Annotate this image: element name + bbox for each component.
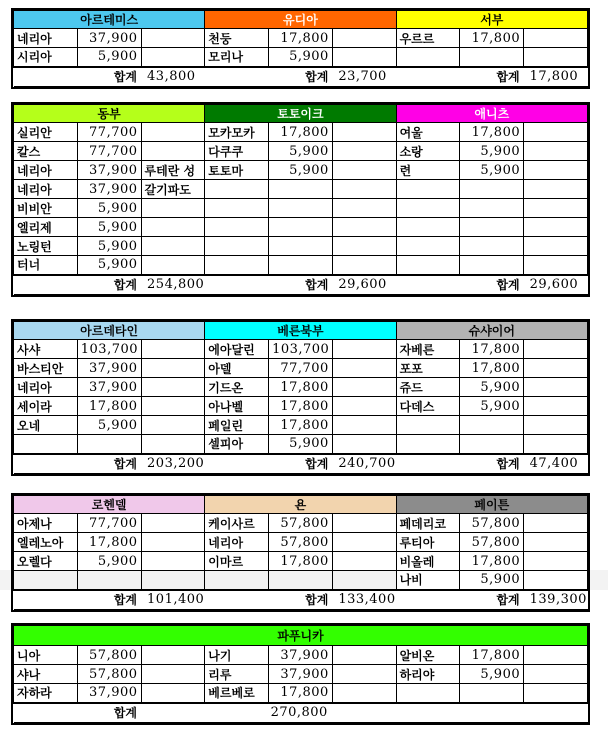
- cell-name[interactable]: [14, 571, 78, 590]
- cell-name[interactable]: 사샤: [14, 340, 78, 359]
- cell-amount[interactable]: 17,800: [460, 359, 524, 378]
- total-value[interactable]: 29,600: [332, 275, 396, 295]
- cell-note[interactable]: [524, 161, 588, 180]
- cell-note[interactable]: [332, 29, 396, 48]
- cell-name[interactable]: [396, 180, 460, 199]
- cell-amount[interactable]: 5,900: [460, 397, 524, 416]
- cell-amount[interactable]: 37,900: [77, 359, 141, 378]
- cell-amount[interactable]: [460, 237, 524, 256]
- cell-name[interactable]: 아나벨: [205, 397, 269, 416]
- cell-note[interactable]: [524, 218, 588, 237]
- cell-note[interactable]: [141, 123, 205, 142]
- cell-name[interactable]: 토토마: [205, 161, 269, 180]
- cell-name[interactable]: 셀피아: [205, 435, 269, 454]
- cell-name[interactable]: 니아: [14, 646, 78, 665]
- table-row: [14, 646, 588, 665]
- table-row: [14, 378, 588, 397]
- cell-amount[interactable]: 17,800: [269, 397, 333, 416]
- cell-name[interactable]: 련: [396, 161, 460, 180]
- table-row: [14, 571, 588, 590]
- table-row: [14, 142, 588, 161]
- cell-note[interactable]: [332, 646, 396, 665]
- cell-note[interactable]: [332, 684, 396, 703]
- cell-amount[interactable]: 37,900: [269, 665, 333, 684]
- cell-amount[interactable]: 17,800: [77, 533, 141, 552]
- cell-amount[interactable]: [269, 256, 333, 275]
- group-header-shushire[interactable]: 슈샤이어: [396, 322, 587, 340]
- cell-note[interactable]: [332, 199, 396, 218]
- cell-note[interactable]: [332, 514, 396, 533]
- cell-name[interactable]: 쥬드: [396, 378, 460, 397]
- total-value[interactable]: 270,800: [269, 703, 588, 723]
- cell-name[interactable]: 칼스: [14, 142, 78, 161]
- group-header-west[interactable]: 서부: [396, 11, 587, 29]
- total-label: 합계: [269, 454, 333, 474]
- total-value[interactable]: 240,700: [332, 454, 396, 474]
- cell-amount[interactable]: 5,900: [269, 435, 333, 454]
- cell-amount[interactable]: 5,900: [460, 142, 524, 161]
- cell-note[interactable]: [524, 378, 588, 397]
- cell-note[interactable]: [141, 142, 205, 161]
- table-row: [14, 29, 588, 48]
- cell-note[interactable]: [524, 256, 588, 275]
- cell-amount[interactable]: [269, 218, 333, 237]
- cell-note[interactable]: [332, 237, 396, 256]
- cell-note[interactable]: [524, 237, 588, 256]
- cell-note[interactable]: 갈기파도: [141, 180, 205, 199]
- cell-amount[interactable]: 5,900: [77, 199, 141, 218]
- cell-name[interactable]: [396, 237, 460, 256]
- cell-amount[interactable]: 5,900: [460, 161, 524, 180]
- cell-name[interactable]: 알비온: [396, 646, 460, 665]
- cell-amount[interactable]: [460, 180, 524, 199]
- total-row: [14, 67, 588, 87]
- cell-amount[interactable]: 5,900: [77, 416, 141, 435]
- cell-name[interactable]: 네리아: [14, 29, 78, 48]
- total-value[interactable]: 43,800: [141, 67, 205, 87]
- group-header-yorn[interactable]: 욘: [205, 496, 396, 514]
- cell-note[interactable]: [141, 665, 205, 684]
- cell-amount[interactable]: [269, 571, 333, 590]
- total-row: [14, 275, 588, 295]
- cell-amount[interactable]: 5,900: [77, 237, 141, 256]
- cell-name[interactable]: [205, 180, 269, 199]
- cell-amount[interactable]: 17,800: [269, 123, 333, 142]
- cell-note[interactable]: [524, 359, 588, 378]
- cell-note[interactable]: [332, 340, 396, 359]
- cell-amount[interactable]: 5,900: [77, 48, 141, 67]
- table-row: [14, 416, 588, 435]
- cell-name[interactable]: 비올레: [396, 552, 460, 571]
- cell-note[interactable]: [332, 397, 396, 416]
- cell-note[interactable]: [141, 435, 205, 454]
- cell-amount[interactable]: 5,900: [460, 571, 524, 590]
- table-row: [14, 435, 588, 454]
- cell-name[interactable]: [205, 218, 269, 237]
- total-row: [14, 590, 588, 610]
- total-value[interactable]: 254,800: [141, 275, 205, 295]
- table-row: [14, 665, 588, 684]
- table-row: [14, 552, 588, 571]
- cell-note[interactable]: [524, 180, 588, 199]
- cell-name[interactable]: 자하라: [14, 684, 78, 703]
- cell-name[interactable]: 실리안: [14, 123, 78, 142]
- cell-note[interactable]: [141, 533, 205, 552]
- cell-name[interactable]: 베르베로: [205, 684, 269, 703]
- cell-amount[interactable]: [460, 435, 524, 454]
- total-label: 합계: [77, 275, 141, 295]
- cell-amount[interactable]: [460, 416, 524, 435]
- cell-amount[interactable]: 17,800: [460, 340, 524, 359]
- cell-name[interactable]: 모카모카: [205, 123, 269, 142]
- cell-amount[interactable]: 17,800: [77, 397, 141, 416]
- cell-amount[interactable]: 57,800: [269, 533, 333, 552]
- table-row: [14, 340, 588, 359]
- cell-name[interactable]: 페일린: [205, 416, 269, 435]
- cell-amount[interactable]: 37,900: [77, 161, 141, 180]
- cell-note[interactable]: [332, 571, 396, 590]
- table-row: [14, 397, 588, 416]
- cell-amount[interactable]: 17,800: [269, 378, 333, 397]
- total-row: [14, 703, 588, 723]
- total-label: 합계: [269, 590, 333, 610]
- total-label: 합계: [77, 454, 141, 474]
- cell-name[interactable]: 루티아: [396, 533, 460, 552]
- group-header-north-vern[interactable]: 베른북부: [205, 322, 396, 340]
- cell-name[interactable]: 나기: [205, 646, 269, 665]
- cell-amount[interactable]: 5,900: [269, 161, 333, 180]
- table-row: [14, 218, 588, 237]
- total-label: 합계: [77, 67, 141, 87]
- cell-note[interactable]: [141, 378, 205, 397]
- cell-name[interactable]: 다쿠쿠: [205, 142, 269, 161]
- section-1-table: [11, 8, 590, 89]
- cell-amount[interactable]: 57,800: [77, 646, 141, 665]
- cell-amount[interactable]: 57,800: [460, 514, 524, 533]
- table-row: [14, 123, 588, 142]
- total-label: 합계: [77, 703, 141, 723]
- cell-name[interactable]: [396, 416, 460, 435]
- cell-note[interactable]: [332, 142, 396, 161]
- cell-note[interactable]: [332, 256, 396, 275]
- section-2-table: [11, 102, 590, 297]
- cell-name[interactable]: [205, 256, 269, 275]
- cell-amount[interactable]: 5,900: [77, 552, 141, 571]
- cell-note[interactable]: [141, 514, 205, 533]
- cell-name[interactable]: 기드온: [205, 378, 269, 397]
- cell-name[interactable]: 모리나: [205, 48, 269, 67]
- cell-note[interactable]: [332, 218, 396, 237]
- group-header-ardetain[interactable]: 아르데타인: [14, 322, 205, 340]
- cell-note[interactable]: [332, 665, 396, 684]
- cell-amount[interactable]: 103,700: [77, 340, 141, 359]
- cell-note[interactable]: [524, 665, 588, 684]
- cell-note[interactable]: [524, 533, 588, 552]
- cell-name[interactable]: 샤나: [14, 665, 78, 684]
- cell-note[interactable]: [524, 684, 588, 703]
- cell-note[interactable]: [332, 48, 396, 67]
- cell-amount[interactable]: 5,900: [77, 256, 141, 275]
- table-row: [14, 256, 588, 275]
- cell-amount[interactable]: 5,900: [460, 665, 524, 684]
- table-row: [14, 48, 588, 67]
- cell-name[interactable]: 네리아: [14, 161, 78, 180]
- total-label: 합계: [269, 275, 333, 295]
- cell-name[interactable]: [396, 435, 460, 454]
- cell-amount[interactable]: 37,900: [77, 29, 141, 48]
- section-3-table: [11, 319, 590, 476]
- cell-amount[interactable]: 57,800: [77, 665, 141, 684]
- cell-note[interactable]: [332, 180, 396, 199]
- cell-amount[interactable]: 17,800: [269, 552, 333, 571]
- cell-name[interactable]: 천둥: [205, 29, 269, 48]
- group-header-anikka[interactable]: 애니츠: [396, 105, 587, 123]
- group-header-rohendel[interactable]: 로헨델: [14, 496, 205, 514]
- cell-note[interactable]: [332, 123, 396, 142]
- total-value[interactable]: 139,300: [524, 590, 588, 610]
- cell-name[interactable]: 오네: [14, 416, 78, 435]
- cell-note[interactable]: [332, 161, 396, 180]
- cell-name[interactable]: 케이사르: [205, 514, 269, 533]
- cell-amount[interactable]: 5,900: [460, 378, 524, 397]
- cell-note[interactable]: [332, 416, 396, 435]
- table-row: [14, 237, 588, 256]
- cell-note[interactable]: [141, 256, 205, 275]
- table-row: [14, 533, 588, 552]
- cell-name[interactable]: 이마르: [205, 552, 269, 571]
- group-header-east[interactable]: 동부: [14, 105, 205, 123]
- cell-name[interactable]: [205, 199, 269, 218]
- section-4-table: [11, 493, 590, 612]
- cell-amount[interactable]: 77,700: [77, 514, 141, 533]
- cell-amount[interactable]: 17,800: [269, 416, 333, 435]
- table-row: [14, 684, 588, 703]
- cell-amount[interactable]: 17,800: [460, 29, 524, 48]
- group-header-artemis[interactable]: 아르테미스: [14, 11, 205, 29]
- cell-name[interactable]: [396, 684, 460, 703]
- cell-name[interactable]: 네리아: [14, 378, 78, 397]
- cell-amount[interactable]: 5,900: [269, 142, 333, 161]
- group-header-yudia[interactable]: 유디아: [205, 11, 396, 29]
- group-header-papunika[interactable]: 파푸니카: [14, 626, 588, 646]
- cell-note[interactable]: [524, 199, 588, 218]
- cell-name[interactable]: 오렐다: [14, 552, 78, 571]
- cell-note[interactable]: [141, 340, 205, 359]
- cell-name[interactable]: 아델: [205, 359, 269, 378]
- cell-note[interactable]: [524, 142, 588, 161]
- group-header-feiton[interactable]: 페이튼: [396, 496, 587, 514]
- cell-note[interactable]: [141, 29, 205, 48]
- cell-name[interactable]: 나비: [396, 571, 460, 590]
- cell-amount[interactable]: 17,800: [460, 552, 524, 571]
- cell-amount[interactable]: [460, 48, 524, 67]
- cell-amount[interactable]: [269, 199, 333, 218]
- cell-name[interactable]: 네리아: [14, 180, 78, 199]
- table-row: [14, 514, 588, 533]
- cell-note[interactable]: [332, 533, 396, 552]
- total-row: [14, 454, 588, 474]
- cell-amount[interactable]: 17,800: [460, 646, 524, 665]
- cell-note[interactable]: [141, 552, 205, 571]
- cell-amount[interactable]: [460, 256, 524, 275]
- cell-note[interactable]: [524, 48, 588, 67]
- cell-note[interactable]: [141, 571, 205, 590]
- cell-note[interactable]: [524, 397, 588, 416]
- cell-name[interactable]: 리루: [205, 665, 269, 684]
- cell-note[interactable]: [332, 378, 396, 397]
- total-label: 합계: [77, 590, 141, 610]
- cell-note[interactable]: [524, 340, 588, 359]
- cell-name[interactable]: [396, 256, 460, 275]
- cell-name[interactable]: 아제나: [14, 514, 78, 533]
- total-label: 합계: [460, 67, 524, 87]
- table-row: [14, 359, 588, 378]
- cell-note[interactable]: [332, 552, 396, 571]
- cell-amount[interactable]: [460, 199, 524, 218]
- cell-name[interactable]: 노링턴: [14, 237, 78, 256]
- cell-name[interactable]: 다데스: [396, 397, 460, 416]
- cell-amount[interactable]: 77,700: [269, 359, 333, 378]
- cell-note[interactable]: [141, 646, 205, 665]
- cell-amount[interactable]: [269, 237, 333, 256]
- cell-name[interactable]: 엘레노아: [14, 533, 78, 552]
- cell-amount[interactable]: [460, 218, 524, 237]
- section-5-table: [11, 623, 590, 725]
- cell-amount[interactable]: 37,900: [77, 378, 141, 397]
- cell-name[interactable]: 하리야: [396, 665, 460, 684]
- cell-note[interactable]: [524, 552, 588, 571]
- total-value[interactable]: 133,400: [332, 590, 396, 610]
- cell-amount[interactable]: 103,700: [269, 340, 333, 359]
- cell-note[interactable]: [141, 684, 205, 703]
- cell-amount[interactable]: 17,800: [460, 123, 524, 142]
- cell-name[interactable]: [205, 571, 269, 590]
- cell-name[interactable]: [396, 218, 460, 237]
- cell-note[interactable]: 루테란 성: [141, 161, 205, 180]
- cell-amount[interactable]: 17,800: [269, 29, 333, 48]
- cell-name[interactable]: 시리아: [14, 48, 78, 67]
- cell-note[interactable]: [332, 359, 396, 378]
- cell-name[interactable]: 우르르: [396, 29, 460, 48]
- cell-amount[interactable]: 37,900: [77, 684, 141, 703]
- cell-amount[interactable]: 5,900: [269, 48, 333, 67]
- cell-amount[interactable]: [460, 684, 524, 703]
- total-label: 합계: [460, 275, 524, 295]
- total-label: 합계: [460, 454, 524, 474]
- cell-amount[interactable]: 77,700: [77, 123, 141, 142]
- cell-amount[interactable]: [77, 435, 141, 454]
- group-header-tototaik[interactable]: 토토이크: [205, 105, 396, 123]
- cell-name[interactable]: 에아달린: [205, 340, 269, 359]
- cell-name[interactable]: 자베른: [396, 340, 460, 359]
- cell-note[interactable]: [141, 359, 205, 378]
- total-value[interactable]: 101,400: [141, 590, 205, 610]
- total-label: 합계: [269, 67, 333, 87]
- cell-amount[interactable]: 17,800: [269, 684, 333, 703]
- cell-note[interactable]: [141, 218, 205, 237]
- cell-amount[interactable]: 57,800: [460, 533, 524, 552]
- cell-name[interactable]: [14, 435, 78, 454]
- cell-name[interactable]: 여울: [396, 123, 460, 142]
- cell-note[interactable]: [141, 199, 205, 218]
- cell-amount[interactable]: [269, 180, 333, 199]
- total-label: 합계: [460, 590, 524, 610]
- total-value[interactable]: 203,200: [141, 454, 205, 474]
- cell-amount[interactable]: 57,800: [269, 514, 333, 533]
- cell-amount[interactable]: [77, 571, 141, 590]
- cell-note[interactable]: [524, 646, 588, 665]
- table-row: [14, 161, 588, 180]
- cell-name[interactable]: 네리아: [205, 533, 269, 552]
- total-value[interactable]: 29,600: [524, 275, 588, 295]
- cell-note[interactable]: [524, 416, 588, 435]
- total-value[interactable]: 17,800: [524, 67, 588, 87]
- table-row: [14, 180, 588, 199]
- cell-note[interactable]: [524, 29, 588, 48]
- cell-amount[interactable]: 5,900: [77, 218, 141, 237]
- cell-name[interactable]: 소랑: [396, 142, 460, 161]
- cell-note[interactable]: [141, 416, 205, 435]
- table-row: [14, 199, 588, 218]
- cell-note[interactable]: [141, 48, 205, 67]
- total-value[interactable]: 23,700: [332, 67, 396, 87]
- cell-name[interactable]: [396, 48, 460, 67]
- cell-name[interactable]: [205, 237, 269, 256]
- cell-name[interactable]: 터너: [14, 256, 78, 275]
- cell-note[interactable]: [524, 571, 588, 590]
- cell-name[interactable]: [396, 199, 460, 218]
- cell-note[interactable]: [524, 435, 588, 454]
- cell-name[interactable]: 페데리코: [396, 514, 460, 533]
- cell-name[interactable]: 비비안: [14, 199, 78, 218]
- cell-name[interactable]: 엘리제: [14, 218, 78, 237]
- cell-amount[interactable]: 37,900: [77, 180, 141, 199]
- cell-amount[interactable]: 37,900: [269, 646, 333, 665]
- cell-note[interactable]: [524, 123, 588, 142]
- cell-name[interactable]: 포포: [396, 359, 460, 378]
- total-value[interactable]: 47,400: [524, 454, 588, 474]
- cell-amount[interactable]: 77,700: [77, 142, 141, 161]
- cell-note[interactable]: [332, 435, 396, 454]
- cell-note[interactable]: [141, 397, 205, 416]
- cell-note[interactable]: [141, 237, 205, 256]
- cell-name[interactable]: 세이라: [14, 397, 78, 416]
- cell-name[interactable]: 바스티안: [14, 359, 78, 378]
- cell-note[interactable]: [524, 514, 588, 533]
